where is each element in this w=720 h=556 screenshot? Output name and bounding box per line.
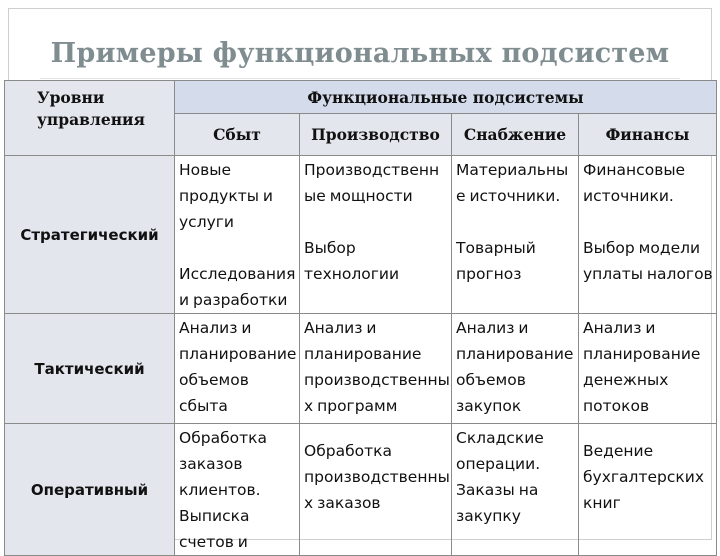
- slide-title: Примеры функциональных подсистем: [50, 38, 670, 69]
- cell-tactical-finance: Анализ и планирование денежных потоков: [579, 314, 717, 424]
- level-strategic: Стратегический: [5, 156, 175, 314]
- level-operational: Оперативный: [5, 424, 175, 556]
- cell-strategic-finance: Финансовые источники. Выбор модели уплаты налогов: [579, 156, 717, 314]
- levels-header-cell: [5, 81, 175, 156]
- table-row-tactical: [5, 314, 717, 424]
- cell-operational-supply: Складские операции. Заказы на закупку: [452, 424, 579, 556]
- cell-strategic-sales: Новые продукты и услуги Исследования и разработки: [175, 156, 300, 314]
- functional-subsystems-header: Функциональные подсистемы: [175, 81, 717, 114]
- title-divider: [40, 78, 680, 79]
- subsystems-table: [4, 80, 717, 556]
- column-header-supply: Снабжение: [452, 114, 579, 156]
- level-tactical: Тактический: [5, 314, 175, 424]
- levels-header: Уровни управления: [37, 88, 146, 129]
- table-row-strategic: [5, 156, 717, 314]
- cell-tactical-production: Анализ и планирование производственны х программ: [300, 314, 452, 424]
- cell-strategic-supply: Материальны е источники. Товарный прогноз: [452, 156, 579, 314]
- cell-strategic-production: Производственн ые мощности Выбор технологии: [300, 156, 452, 314]
- cell-operational-finance: Ведение бухгалтерских книг: [579, 424, 717, 556]
- column-header-sales: Сбыт: [175, 114, 300, 156]
- column-header-finance: Финансы: [579, 114, 717, 156]
- cell-operational-sales: Обработка заказов клиентов. Выписка счетов и: [175, 424, 300, 556]
- cell-tactical-supply: Анализ и планирование объемов закупок: [452, 314, 579, 424]
- table-row-operational: [5, 424, 717, 556]
- cell-tactical-sales: Анализ и планирование объемов сбыта: [175, 314, 300, 424]
- column-header-production: Производство: [300, 114, 452, 156]
- cell-operational-production: Обработка производственны х заказов: [300, 424, 452, 556]
